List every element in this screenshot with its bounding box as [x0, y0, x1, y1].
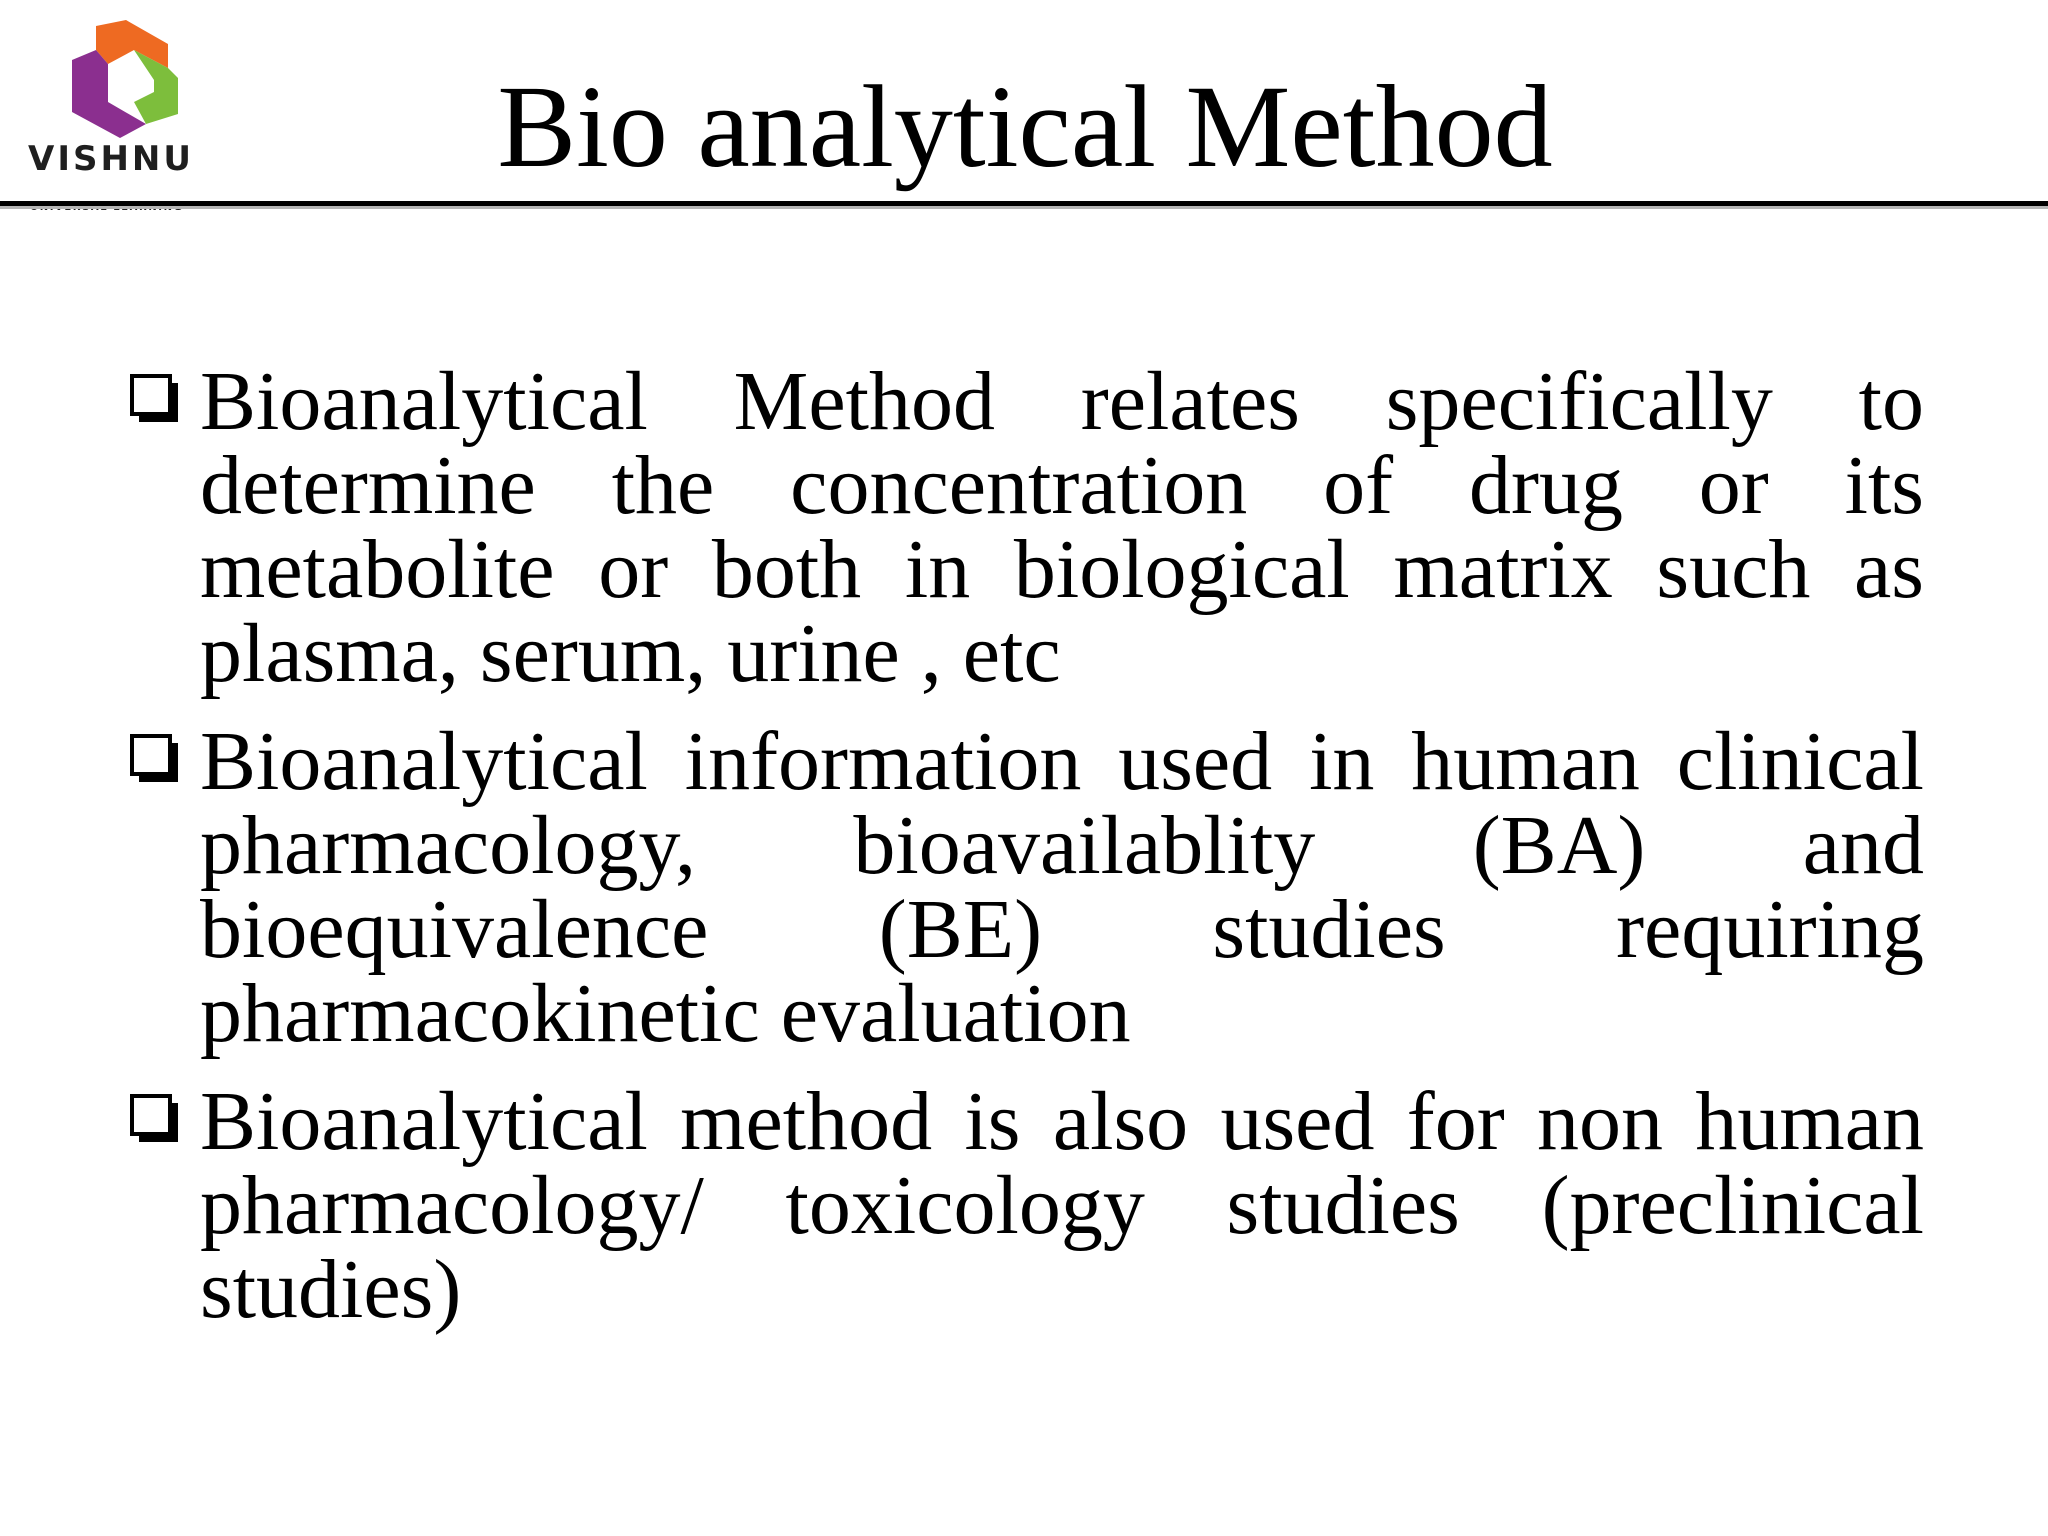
bullet-list [128, 355, 1924, 1356]
bullet-text: Bioanalytical information used in human clinical pharmacology, bioavailablity (BA) and bioequivalence (BE) studies requiring pharmacokinetic evaluation [200, 715, 1924, 1060]
slide-title: Bio analytical Method [497, 61, 1553, 192]
bullet-text: Bioanalytical method is also used for non human pharmacology/ toxicology studies (preclinical studies) [200, 1075, 1924, 1336]
bullet-text: Bioanalytical Method relates specifically to determine the concentration of drug or its metabolite or both in biological matrix such as plasma, serum, urine , etc [200, 355, 1924, 700]
checkbox-icon [130, 734, 180, 784]
bullet-item [128, 715, 1924, 1060]
logo-name: VISHNU [28, 139, 194, 179]
checkbox-icon [130, 1094, 180, 1144]
vishnu-logo [28, 20, 208, 200]
bullet-item [128, 355, 1924, 700]
title-divider-shadow [0, 206, 2048, 209]
bullet-item [128, 1075, 1924, 1336]
checkbox-icon [130, 374, 180, 424]
